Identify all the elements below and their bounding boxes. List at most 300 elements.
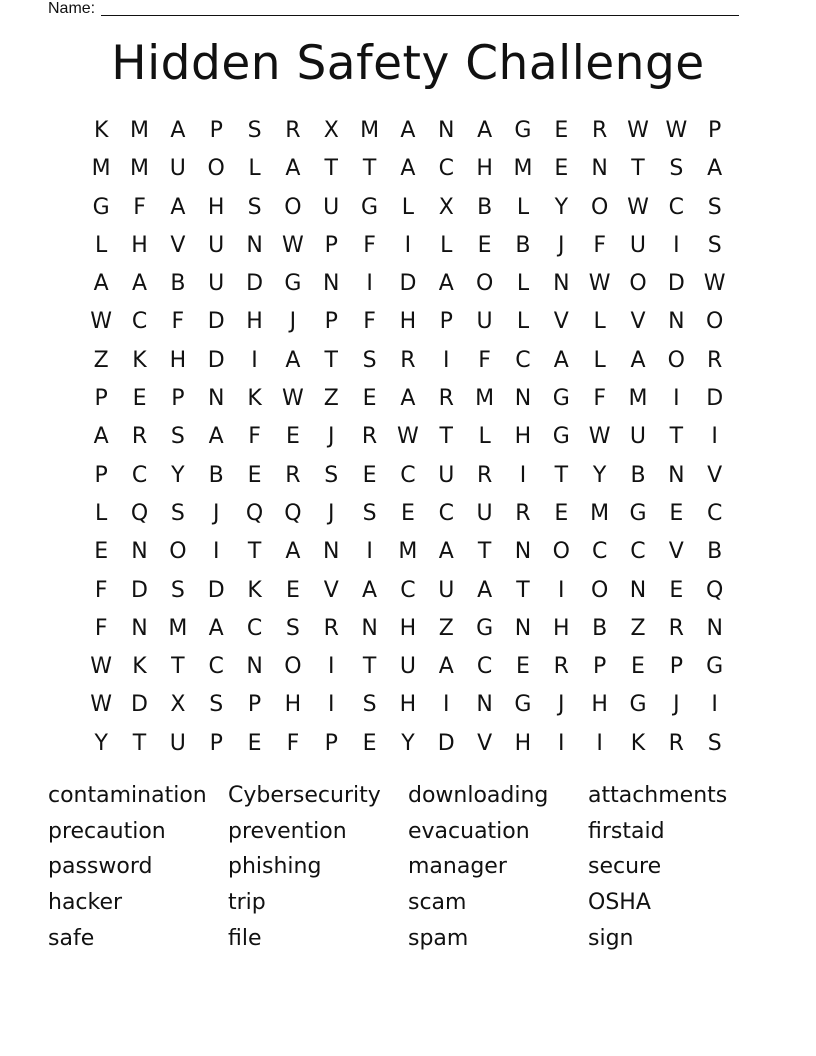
grid-letter: A — [438, 539, 454, 565]
grid-letter: L — [440, 232, 453, 258]
grid-letter: E — [362, 462, 377, 488]
grid-letter: A — [285, 156, 301, 182]
grid-letter: T — [247, 539, 262, 565]
grid-letter: E — [516, 654, 530, 680]
word-bank-item: trip — [228, 890, 266, 916]
grid-letter: P — [324, 232, 338, 258]
grid-letter: Z — [93, 347, 109, 373]
grid-letter: N — [323, 539, 340, 565]
grid-letter: I — [443, 347, 450, 373]
grid-letter: A — [170, 118, 186, 143]
grid-letter: P — [247, 692, 262, 718]
grid-letter: C — [208, 654, 224, 680]
grid-letter: G — [552, 424, 570, 450]
grid-letter: H — [169, 347, 187, 373]
grid-row — [82, 265, 734, 303]
grid-letter: A — [400, 156, 416, 182]
grid-letter: F — [286, 730, 300, 756]
grid-letter: N — [323, 271, 340, 297]
grid-letter: D — [207, 309, 225, 335]
grid-letter: E — [247, 730, 262, 756]
grid-letter: J — [327, 500, 335, 526]
grid-letter: N — [629, 577, 647, 603]
grid-letter: J — [558, 692, 565, 718]
grid-letter: G — [706, 654, 724, 680]
word-bank-item: phishing — [228, 854, 322, 880]
grid-letter: S — [209, 692, 224, 718]
grid-letter: D — [706, 386, 724, 412]
grid-letter: S — [362, 500, 377, 526]
word-bank-item: evacuation — [408, 818, 530, 844]
word-bank-item: firstaid — [588, 818, 665, 844]
grid-letter: I — [443, 692, 450, 718]
grid-letter: N — [438, 118, 455, 143]
grid-letter: P — [669, 654, 683, 680]
word-bank-item: file — [228, 925, 262, 951]
grid-letter: H — [399, 309, 417, 335]
grid-letter: R — [476, 462, 493, 488]
grid-letter: T — [631, 156, 645, 182]
grid-letter: F — [478, 347, 491, 373]
grid-row — [82, 457, 734, 495]
word-bank-item: precaution — [48, 818, 166, 844]
grid-letter: X — [170, 692, 186, 718]
grid-letter: S — [707, 194, 722, 220]
grid-letter: N — [591, 156, 608, 182]
grid-letter: R — [285, 462, 301, 488]
grid-letter: G — [629, 692, 647, 718]
grid-letter: B — [515, 232, 531, 258]
grid-letter: H — [476, 156, 493, 182]
word-bank-item: contamination — [48, 783, 207, 808]
grid-letter: J — [327, 424, 335, 450]
name-field — [48, 0, 748, 20]
grid-row — [82, 533, 734, 571]
grid-letter: S — [170, 424, 185, 450]
grid-letter: E — [477, 232, 492, 258]
word-bank-item: attachments — [588, 783, 728, 808]
grid-letter: A — [93, 424, 109, 450]
grid-letter: G — [514, 118, 532, 143]
grid-letter: B — [707, 539, 723, 565]
grid-letter: L — [593, 309, 606, 335]
grid-letter: L — [95, 500, 108, 526]
grid-letter: I — [519, 462, 527, 488]
grid-letter: N — [514, 386, 532, 412]
grid-letter: W — [627, 194, 649, 220]
grid-letter: K — [247, 386, 262, 412]
grid-row — [82, 112, 734, 150]
word-bank — [48, 778, 768, 956]
grid-letter: U — [476, 309, 493, 335]
grid-letter: H — [399, 692, 417, 718]
grid-letter: X — [323, 118, 339, 143]
grid-letter: C — [400, 577, 416, 603]
grid-letter: H — [131, 232, 148, 258]
grid-letter: O — [706, 309, 724, 335]
grid-letter: E — [631, 654, 645, 680]
grid-letter: D — [131, 692, 148, 718]
grid-letter: L — [401, 194, 415, 220]
grid-letter: A — [438, 654, 454, 680]
grid-letter: A — [285, 347, 301, 373]
grid-letter: D — [399, 271, 417, 297]
grid-letter: E — [554, 118, 569, 143]
grid-letter: B — [170, 271, 186, 297]
grid-letter: K — [132, 347, 147, 373]
grid-row — [82, 418, 734, 456]
grid-letter: N — [246, 232, 263, 258]
grid-letter: A — [208, 615, 224, 641]
grid-letter: N — [514, 539, 532, 565]
grid-letter: T — [132, 730, 147, 756]
grid-letter: C — [131, 309, 148, 335]
grid-letter: K — [132, 654, 147, 680]
grid-letter: R — [285, 118, 301, 143]
grid-letter: H — [399, 615, 417, 641]
grid-letter: W — [588, 424, 611, 450]
grid-letter: M — [360, 118, 380, 143]
grid-letter: W — [397, 424, 419, 450]
word-bank-item: hacker — [48, 890, 123, 916]
grid-letter: H — [207, 194, 225, 220]
grid-letter: U — [629, 424, 647, 450]
grid-letter: C — [668, 194, 685, 220]
grid-letter: S — [324, 462, 339, 488]
grid-letter: T — [362, 156, 377, 182]
grid-letter: S — [170, 500, 185, 526]
grid-letter: C — [438, 500, 454, 526]
grid-letter: P — [209, 118, 223, 143]
grid-letter: P — [171, 386, 185, 412]
grid-row — [82, 150, 734, 188]
grid-letter: C — [131, 462, 148, 488]
grid-letter: C — [515, 347, 531, 373]
grid-letter: A — [131, 271, 148, 297]
grid-letter: R — [707, 347, 723, 373]
grid-letter: R — [400, 347, 416, 373]
grid-letter: B — [477, 194, 493, 220]
name-blank-line — [101, 0, 739, 16]
grid-letter: D — [437, 730, 455, 756]
name-label: Name: — [48, 0, 96, 17]
grid-letter: V — [323, 577, 339, 603]
grid-letter: W — [90, 692, 113, 718]
grid-row — [82, 342, 734, 380]
grid-row — [82, 648, 734, 686]
grid-letter: K — [630, 730, 646, 756]
grid-letter: R — [323, 615, 339, 641]
grid-letter: P — [324, 309, 338, 335]
grid-letter: M — [168, 615, 188, 641]
grid-letter: E — [669, 577, 684, 603]
grid-letter: C — [246, 615, 263, 641]
grid-letter: V — [170, 232, 186, 258]
grid-letter: G — [284, 271, 302, 297]
grid-letter: N — [361, 615, 378, 641]
grid-letter: T — [324, 156, 338, 182]
grid-letter: E — [285, 577, 300, 603]
grid-letter: P — [708, 118, 722, 143]
grid-letter: D — [131, 577, 148, 603]
grid-letter: C — [591, 539, 608, 565]
grid-letter: Y — [592, 462, 607, 488]
grid-letter: W — [588, 271, 611, 297]
grid-letter: Z — [323, 386, 339, 412]
grid-letter: H — [284, 692, 302, 718]
grid-letter: A — [630, 347, 646, 373]
grid-letter: U — [169, 730, 186, 756]
grid-letter: H — [246, 309, 263, 335]
grid-letter: A — [93, 271, 109, 297]
grid-letter: S — [247, 118, 262, 143]
grid-letter: L — [516, 194, 530, 220]
grid-letter: M — [91, 156, 111, 182]
word-bank-item: secure — [588, 854, 662, 880]
grid-letter: U — [399, 654, 416, 680]
grid-letter: O — [284, 194, 302, 220]
grid-letter: A — [208, 424, 224, 450]
grid-letter: G — [92, 194, 110, 220]
grid-letter: E — [285, 424, 300, 450]
grid-letter: R — [131, 424, 148, 450]
grid-letter: U — [438, 462, 455, 488]
grid-letter: N — [668, 462, 685, 488]
grid-letter: I — [711, 424, 718, 450]
grid-letter: J — [289, 309, 297, 335]
word-bank-item: password — [48, 854, 153, 880]
grid-letter: S — [247, 194, 262, 220]
grid-row — [82, 495, 734, 533]
grid-letter: C — [476, 654, 493, 680]
grid-row — [82, 572, 734, 610]
grid-letter: T — [554, 462, 569, 488]
grid-letter: L — [593, 347, 606, 373]
grid-letter: A — [438, 271, 454, 297]
grid-letter: S — [170, 577, 185, 603]
grid-letter: O — [590, 577, 609, 603]
grid-letter: E — [132, 386, 147, 412]
grid-letter: Q — [245, 500, 264, 526]
grid-letter: Q — [706, 577, 724, 603]
grid-letter: Y — [554, 194, 569, 220]
grid-letter: J — [212, 500, 220, 526]
grid-letter: A — [477, 577, 493, 603]
grid-row — [82, 189, 734, 227]
grid-letter: C — [400, 462, 416, 488]
grid-letter: E — [400, 500, 415, 526]
grid-letter: W — [282, 386, 304, 412]
grid-letter: I — [673, 386, 680, 412]
grid-letter: O — [207, 156, 225, 182]
grid-letter: D — [207, 577, 225, 603]
grid-letter: T — [669, 424, 684, 450]
grid-letter: Z — [438, 615, 454, 641]
grid-letter: R — [668, 730, 684, 756]
grid-letter: B — [208, 462, 224, 488]
grid-letter: T — [324, 347, 338, 373]
grid-letter: R — [591, 118, 608, 143]
grid-letter: E — [554, 156, 569, 182]
grid-letter: M — [130, 118, 149, 143]
word-bank-item: prevention — [228, 818, 347, 844]
grid-letter: S — [285, 615, 300, 641]
grid-letter: F — [363, 309, 376, 335]
grid-letter: I — [327, 654, 335, 680]
grid-letter: P — [209, 730, 223, 756]
grid-letter: E — [362, 730, 377, 756]
grid-letter: Y — [94, 730, 108, 756]
grid-letter: S — [707, 232, 722, 258]
grid-letter: E — [94, 539, 109, 565]
grid-letter: L — [516, 309, 530, 335]
grid-letter: E — [247, 462, 262, 488]
grid-letter: E — [669, 500, 684, 526]
grid-letter: S — [362, 347, 377, 373]
grid-letter: R — [515, 500, 531, 526]
grid-letter: T — [516, 577, 530, 603]
grid-row — [82, 610, 734, 648]
grid-letter: N — [131, 539, 148, 565]
word-bank-item: OSHA — [588, 890, 651, 916]
grid-letter: N — [514, 615, 532, 641]
grid-letter: I — [327, 692, 335, 718]
grid-letter: F — [171, 309, 185, 335]
grid-letter: O — [629, 271, 647, 297]
grid-row — [82, 725, 734, 763]
word-bank-item: manager — [408, 854, 507, 880]
grid-letter: H — [591, 692, 608, 718]
grid-letter: U — [208, 271, 225, 297]
grid-letter: A — [477, 118, 493, 143]
grid-letter: O — [667, 347, 685, 373]
grid-letter: N — [668, 309, 685, 335]
grid-letter: K — [93, 118, 109, 143]
grid-letter: N — [131, 615, 148, 641]
grid-letter: D — [667, 271, 685, 297]
grid-letter: N — [553, 271, 570, 297]
grid-letter: V — [707, 462, 723, 488]
grid-letter: Q — [284, 500, 302, 526]
grid-letter: B — [630, 462, 646, 488]
grid-letter: L — [478, 424, 491, 450]
grid-letter: I — [366, 271, 373, 297]
word-bank-item: Cybersecurity — [228, 783, 381, 808]
grid-letter: P — [593, 654, 607, 680]
grid-letter: O — [590, 194, 609, 220]
grid-letter: I — [558, 730, 565, 756]
grid-letter: A — [400, 118, 416, 143]
grid-letter: F — [363, 232, 376, 258]
grid-letter: N — [246, 654, 263, 680]
grid-letter: C — [438, 156, 454, 182]
grid-letter: G — [629, 500, 647, 526]
grid-letter: W — [665, 118, 688, 143]
grid-letter: J — [558, 232, 565, 258]
grid-row — [82, 380, 734, 418]
grid-letter: G — [476, 615, 494, 641]
grid-letter: V — [630, 309, 646, 335]
word-bank-item: sign — [588, 925, 634, 951]
grid-letter: G — [514, 692, 532, 718]
grid-letter: R — [361, 424, 378, 450]
grid-row — [82, 227, 734, 265]
grid-letter: A — [170, 194, 186, 220]
grid-row — [82, 303, 734, 341]
grid-letter: L — [516, 271, 530, 297]
grid-letter: P — [439, 309, 453, 335]
letter-grid — [82, 112, 734, 762]
grid-letter: V — [553, 309, 569, 335]
grid-letter: C — [706, 500, 723, 526]
grid-letter: R — [438, 386, 454, 412]
grid-letter: S — [362, 692, 377, 718]
grid-letter: M — [628, 386, 648, 412]
grid-letter: I — [251, 347, 258, 373]
grid-letter: K — [247, 577, 262, 603]
grid-row — [82, 686, 734, 724]
word-bank-item: scam — [408, 890, 467, 916]
grid-letter: I — [596, 730, 603, 756]
grid-letter: T — [171, 654, 185, 680]
grid-letter: W — [90, 309, 113, 335]
grid-letter: T — [362, 654, 377, 680]
grid-letter: M — [130, 156, 149, 182]
grid-letter: W — [282, 232, 304, 258]
grid-letter: G — [552, 386, 570, 412]
grid-letter: M — [513, 156, 533, 182]
grid-letter: A — [553, 347, 569, 373]
grid-letter: D — [246, 271, 264, 297]
grid-letter: V — [477, 730, 493, 756]
grid-letter: J — [673, 692, 680, 718]
grid-letter: Y — [401, 730, 415, 756]
word-bank-item: safe — [48, 925, 95, 951]
grid-letter: E — [362, 386, 377, 412]
grid-letter: N — [476, 692, 493, 718]
grid-letter: H — [514, 424, 532, 450]
grid-letter: W — [703, 271, 726, 297]
grid-letter: I — [711, 692, 718, 718]
grid-letter: Q — [130, 500, 149, 526]
grid-letter: L — [95, 232, 108, 258]
grid-letter: O — [169, 539, 187, 565]
grid-letter: T — [477, 539, 492, 565]
grid-letter: B — [592, 615, 608, 641]
grid-letter: U — [323, 194, 340, 220]
grid-letter: W — [627, 118, 649, 143]
grid-letter: P — [94, 462, 108, 488]
grid-letter: F — [593, 232, 606, 258]
grid-letter: M — [398, 539, 418, 565]
grid-letter: S — [669, 156, 684, 182]
grid-letter: F — [248, 424, 261, 450]
grid-letter: U — [629, 232, 647, 258]
grid-letter: N — [706, 615, 723, 641]
grid-letter: P — [94, 386, 108, 412]
grid-letter: L — [248, 156, 261, 182]
word-bank-item: spam — [408, 925, 469, 951]
grid-letter: O — [552, 539, 570, 565]
grid-letter: P — [324, 730, 338, 756]
grid-letter: F — [94, 577, 108, 603]
grid-letter: M — [475, 386, 495, 412]
grid-letter: I — [558, 577, 565, 603]
grid-letter: A — [707, 156, 723, 182]
grid-letter: V — [668, 539, 684, 565]
grid-letter: U — [169, 156, 186, 182]
grid-letter: O — [284, 654, 302, 680]
